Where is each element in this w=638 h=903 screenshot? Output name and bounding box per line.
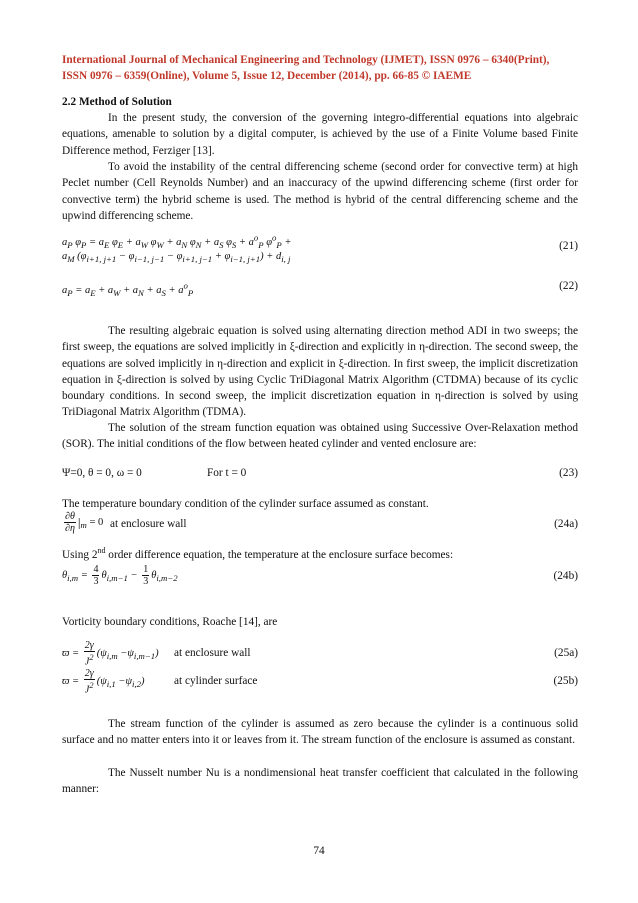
section-title: 2.2 Method of Solution <box>62 96 172 108</box>
paragraph-hybrid-scheme: To avoid the instability of the central differencing scheme (second order for convective term) at high Peclet number (Cell Reynolds Number) and an inaccuracy of the upwind differencing scheme (first order for convective term) the hybrid scheme is used. The method is hybrid of the central differencing scheme and the upwind differencing scheme. <box>62 161 578 222</box>
equation-22-number: (22) <box>559 280 578 292</box>
equation-21-text-2: $a_M$ $(\varphi_{i+1, j+1} - \varphi_{i-1, j-1} - \varphi_{i+1, j-1} + \varphi_{i-1, j+1}) + d_{i, j}$ <box>62 251 291 265</box>
equation-24b: $\theta_{i,m}$ = $\frac{4}{3}$ $\theta_{i,m-1}$ − $\frac{1}{3}$ $\theta_{i,m-2}$ <box>62 564 178 587</box>
paragraph-vorticity-bc: Vorticity boundary conditions, Roache [14], are <box>62 616 278 628</box>
equation-23 <box>62 467 578 479</box>
equation-24a-derivative: $\frac{\partial\theta}{\partial\eta}$ <box>65 511 75 534</box>
equation-25b-condition: at cylinder surface <box>174 675 258 687</box>
equation-21-text-1: $a_P$ $\varphi_P = a_E$ $\varphi_E + a_W$ $\varphi_W + a_N$ $\varphi_N + a_S$ $\varphi_S + a^o_P$ $\varphi^o_P$ + <box>62 232 292 250</box>
paragraph-second-order <box>62 543 578 563</box>
equation-23-number: (23) <box>559 467 578 479</box>
equation-22: $a_P = a_E + a_W + a_N + a_S + a^o_P$ <box>62 280 194 298</box>
paragraph-stream-function: The stream function of the cylinder is assumed as zero because the cylinder is a continuous solid surface and no matter enters into it or leaves from it. The stream function of the enclosure is assumed as constant. <box>62 718 578 747</box>
equation-25b: ϖ = $\frac{2\gamma}{J^2}$ $(\psi_{i,1} -\psi_{i,2})$ at cylinder surface <box>62 668 258 696</box>
journal-header <box>62 52 578 84</box>
equation-25a: ϖ = $\frac{2\gamma}{J^2}$ $(\psi_{i,m} -\psi_{i,m-1})$ at enclosure wall <box>62 640 251 668</box>
equation-24b-number: (24b) <box>553 570 578 582</box>
equation-21-number: (21) <box>559 240 578 252</box>
paragraph-intro: In the present study, the conversion of the governing integro-differential equations into algebraic equations, amenable to solution by a digital computer, is achieved by the use of a Finite Volume based Finite Difference method, Ferziger [13]. <box>62 112 578 157</box>
paragraph-nusselt: The Nusselt number Nu is a nondimensional heat transfer coefficient that calculated in the following manner: <box>62 767 578 796</box>
equation-21-line-2 <box>62 251 578 264</box>
header-line-2: ISSN 0976 – 6359(Online), Volume 5, Issue 12, December (2014), pp. 66-85 © IAEME <box>62 70 472 82</box>
equation-23-expr: Ψ=0, θ = 0, ω = 0 <box>62 467 142 479</box>
paragraph-temperature-bc: The temperature boundary condition of the cylinder surface assumed as constant. <box>62 498 429 510</box>
paragraph-sor: The solution of the stream function equation was obtained using Successive Over-Relaxation method (SOR). The initial conditions of the flow between heated cylinder and vented enclosure are: <box>62 422 578 451</box>
paragraph-second-order-text: Using 2nd order difference equation, the temperature at the enclosure surface becomes: <box>62 546 454 561</box>
equation-25b-number: (25b) <box>553 675 578 687</box>
equation-24a-rhs: = 0 <box>89 516 104 528</box>
equation-24a-number: (24a) <box>554 518 578 530</box>
equation-21-line-1 <box>62 232 578 250</box>
header-line-1: International Journal of Mechanical Engineering and Technology (IJMET), ISSN 0976 – 6340(Print), <box>62 54 550 66</box>
paragraph-adi: The resulting algebraic equation is solved using alternating direction method ADI in two sweeps; the first sweep, the equations are solved implicitly in ξ-direction and explicitly in η-direction. The second sweep, the equations are solved implicitly in η-direction and explicit in ξ-direction. In first sweep, the implicit discretization equation in ξ-direction is solved by using Cyclic TriDiagonal Matrix Algorithm (CTDMA) because of its cyclic boundary conditions. In second sweep, the implicit discretization equation in η-direction is solved by using TriDiagonal Matrix Algorithm (TDMA). <box>62 325 578 419</box>
equation-24a: $\frac{\partial\theta}{\partial\eta}$ $|_m = 0$ at enclosure wall <box>65 511 187 534</box>
equation-24a-condition: at enclosure wall <box>110 518 187 530</box>
equation-25a-condition: at enclosure wall <box>174 647 251 659</box>
equation-23-condition: For t = 0 <box>207 467 247 479</box>
page-number: 74 <box>313 845 325 857</box>
equation-25a-number: (25a) <box>554 647 578 659</box>
